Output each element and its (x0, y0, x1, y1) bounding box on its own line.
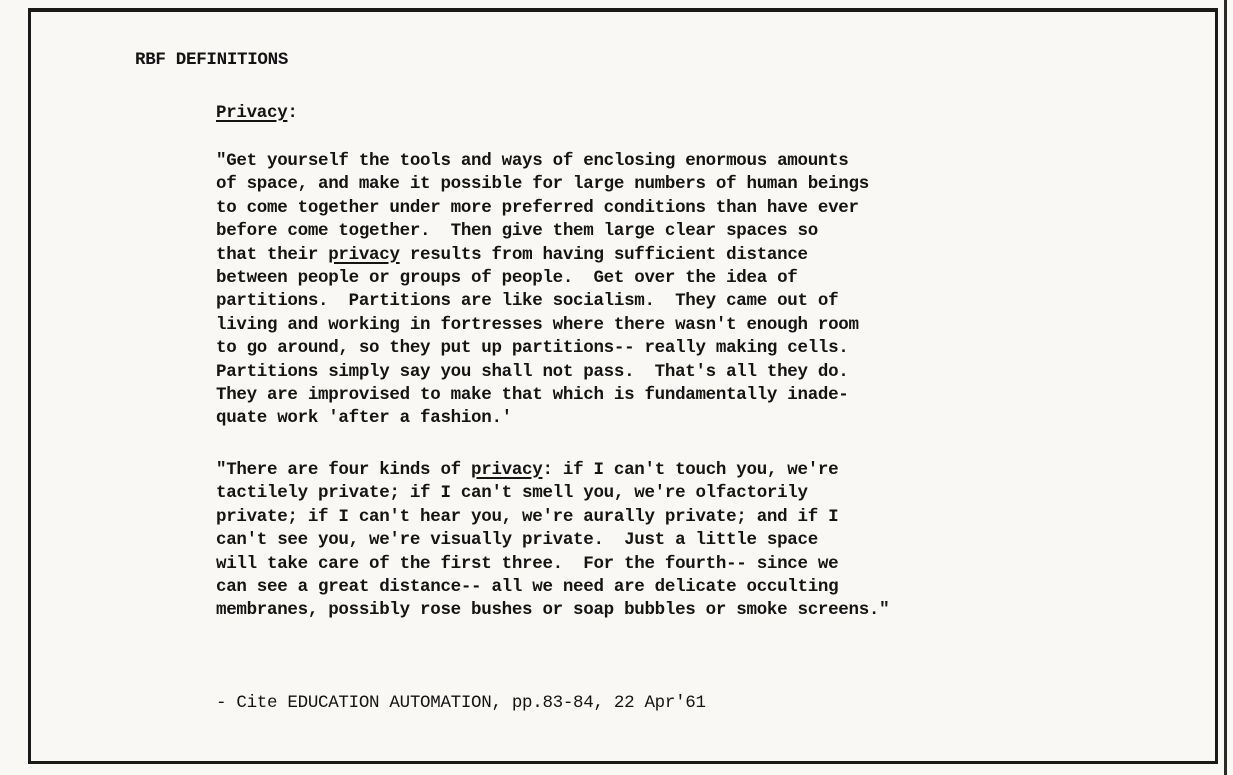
quote-text: of space, and make it possible for large numbers of human beings (216, 174, 869, 195)
quote-line (216, 173, 869, 196)
quote-text: to come together under more preferred conditions than have ever (216, 197, 859, 218)
quote-text: tactilely private; if I can't smell you, we're olfactorily (216, 483, 808, 504)
quote-line (216, 244, 869, 267)
quote-text: : if I can't touch you, we're (542, 460, 839, 480)
quote-line (216, 407, 869, 430)
page-edge-line (1224, 0, 1227, 775)
quote-line (216, 384, 869, 407)
document-heading: RBF DEFINITIONS (135, 50, 289, 70)
quote-line (216, 576, 889, 599)
quote-line (216, 361, 869, 384)
quote-line (216, 599, 889, 622)
quote-line (216, 459, 889, 482)
quote-text: between people or groups of people. Get over the idea of (216, 267, 798, 288)
quote-text: membranes, possibly rose bushes or soap bubbles or smoke screens." (216, 600, 890, 621)
term-heading (216, 103, 298, 123)
privacy-keyword: privacy (471, 460, 543, 480)
quote-text: partitions. Partitions are like socialism. They came out of (216, 291, 839, 312)
quote-text: will take care of the first three. For the fourth-- since we (216, 553, 839, 574)
quote-text: "Get yourself the tools and ways of enclosing enormous amounts (216, 151, 849, 171)
quote-line (216, 506, 889, 529)
quote-line (216, 553, 889, 576)
term-colon: : (287, 103, 298, 123)
quote-text: to go around, so they put up partitions-- really making cells. (216, 338, 849, 359)
quote-paragraph-1 (216, 150, 869, 431)
quote-text: before come together. Then give them large clear spaces so (216, 221, 818, 242)
quote-text: can't see you, we're visually private. Just a little space (216, 530, 818, 551)
privacy-keyword: privacy (328, 244, 400, 265)
citation: - Cite EDUCATION AUTOMATION, pp.83-84, 22 Apr'61 (216, 693, 706, 713)
quote-line (216, 290, 869, 313)
quote-text: "There are four kinds of (216, 460, 472, 480)
quote-text: can see a great distance-- all we need are delicate occulting (216, 576, 839, 597)
quote-line (216, 220, 869, 243)
term-label: Privacy (216, 103, 288, 123)
quote-line (216, 337, 869, 360)
quote-line (216, 197, 869, 220)
quote-text: private; if I can't hear you, we're aurally private; and if I (216, 506, 839, 527)
quote-line (216, 267, 869, 290)
quote-text: They are improvised to make that which is fundamentally inade- (216, 384, 849, 405)
quote-text: that their (216, 244, 329, 265)
quote-line (216, 150, 869, 173)
quote-line (216, 314, 869, 337)
quote-paragraph-2 (216, 459, 889, 623)
quote-text: quate work 'after a fashion.' (216, 408, 512, 429)
quote-text: results from having sufficient distance (399, 244, 808, 265)
quote-text: Partitions simply say you shall not pass. That's all they do. (216, 361, 849, 382)
quote-text: living and working in fortresses where there wasn't enough room (216, 314, 859, 335)
quote-line (216, 529, 889, 552)
quote-line (216, 482, 889, 505)
